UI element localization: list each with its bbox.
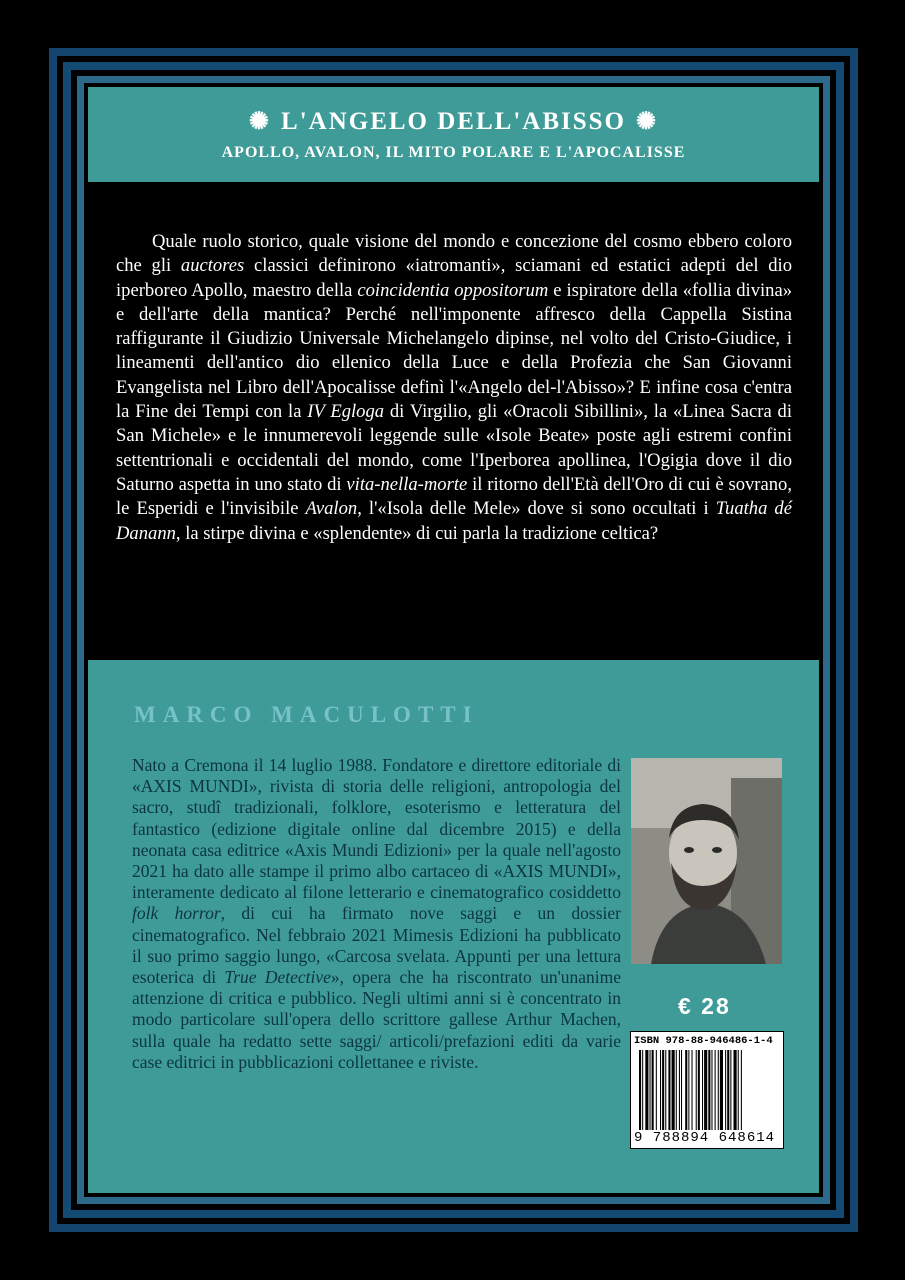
blurb-segment: Quale ruolo storico, quale visione del mondo e concezione del cosmo ebbero coloro che gli [116, 231, 792, 277]
author-name: MARCO MACULOTTI [134, 702, 479, 727]
barcode-bar [652, 1050, 654, 1130]
barcode-bar [704, 1050, 707, 1130]
barcode-bar [730, 1050, 731, 1130]
book-subtitle: APOLLO, AVALON, IL MITO POLARE E L'APOCALISSE [221, 144, 686, 161]
blurb-segment: Avalon [305, 498, 358, 520]
blurb-segment: coincidentia oppositorum [357, 279, 549, 301]
blurb-segment: , l'«Isola delle Mele» dove si sono occultati i [357, 498, 716, 520]
author-portrait-image [631, 758, 782, 964]
isbn-barcode [630, 1031, 784, 1149]
sun-ornament-icon: ✺ [635, 109, 659, 135]
barcode-bar [698, 1050, 700, 1130]
blurb-segment: di Virgilio, gli «Oracoli Sibillini», la «Linea Sacra di San Michele» e le innumerevoli leggende sulle «Isole Beate» poste agli estremi confini settentrionali e occidentali del mondo, come l'Iperborea apollinea, l'Ogigia dove il dio Saturno aspetta in uno stato di [116, 401, 792, 495]
blurb-segment: e ispiratore della «follia divina» e dell'arte della mantica? Perché nell'imponente affresco della Cappella Sistina raffigurante il Giudizio Universale Michelangelo dipinse, nel volto del Cristo-Giudice, i lineamenti dell'antico dio ellenico della Luce e della Profezia che San Giovanni Evangelista nel Libro dell'Apocalisse definì l'«Angelo del-l'Abisso»? E infine cosa c'entra la Fine dei Tempi con la [116, 279, 792, 423]
barcode-bar [639, 1050, 641, 1130]
blurb-segment: IV Egloga [307, 401, 385, 423]
sun-ornament-icon: ✺ [248, 109, 272, 135]
bio-segment: », opera che ha riscontrato un'unanime attenzione di critica e pubblico. Negli ultimi anni si è concentrato in modo particolare sull'opera dello scrittore gallese Arthur Machen, sulla quale ha redatto sette saggi/ articoli/prefazioni editi da varie case editrici in pubblicazioni collettanee e riviste. [132, 967, 621, 1072]
barcode-bar [685, 1050, 687, 1130]
title-header [88, 87, 819, 182]
barcode-bar [665, 1050, 666, 1130]
book-title-text: L'ANGELO DELL'ABISSO [281, 108, 626, 135]
bio-segment: folk horror [132, 903, 221, 924]
blurb-segment: , la stirpe divina e «splendente» di cui parla la tradizione celtica? [175, 522, 659, 544]
barcode-bar [715, 1050, 716, 1130]
blurb-segment: Tuatha dé Danann [116, 498, 792, 544]
book-title [88, 107, 819, 136]
blurb-box [88, 182, 819, 660]
barcode-bar [702, 1050, 703, 1130]
blurb-segment: classici definirono «iatromanti», sciamani ed estatici adepti del dio iperboreo Apollo, maestro della [116, 255, 792, 301]
barcode-bar [656, 1050, 657, 1130]
blurb-text [116, 230, 792, 546]
barcode-bar [718, 1050, 719, 1130]
price-label: € 28 [678, 993, 731, 1019]
back-cover-panel [88, 87, 819, 1193]
barcode-bars [637, 1050, 777, 1130]
barcode-bar [662, 1050, 664, 1130]
barcode-bar [692, 1050, 693, 1130]
barcode-bar [672, 1050, 675, 1130]
bio-segment: Nato a Cremona il 14 luglio 1988. Fondatore e direttore editoriale di «AXIS MUNDI», rivista di storia delle religioni, antropologia del sacro, studî tradizionali, folklore, esoterismo e letteratura del fantastico (edizione digitale online dal dicembre 2015) e della neonata casa editrice «Axis Mundi Edizioni» per la quale nell'agosto 2021 ha dato alle stampe il primo albo cartaceo di «AXIS MUNDI», interamente dedicato al filone letterario e cinematografico cosiddetto [132, 755, 621, 903]
blurb-segment: vita-nella-morte [346, 473, 468, 495]
barcode-digits: 9 788894 648614 [634, 1130, 776, 1146]
barcode-bar [660, 1050, 661, 1130]
barcode-bar [741, 1050, 742, 1130]
barcode-bar [642, 1050, 643, 1130]
barcode-bar [688, 1050, 689, 1130]
barcode-bar [738, 1050, 739, 1130]
barcode-bar [679, 1050, 680, 1130]
barcode-bar [708, 1050, 710, 1130]
barcode-bar [720, 1050, 723, 1130]
barcode-bar [696, 1050, 697, 1130]
barcode-bar [727, 1050, 729, 1130]
bio-segment: , di cui ha firmato nove saggi e un dossier cinematografico. Nel febbraio 2021 Mimesis Edizioni ha pubblicato il suo primo saggio lungo, «Carcosa svelata. Appunti per una lettura esoterica di [132, 903, 621, 988]
barcode-bar [676, 1050, 677, 1130]
barcode-bar [668, 1050, 670, 1130]
barcode-bar [650, 1050, 651, 1130]
author-photo [631, 758, 782, 964]
isbn-label: ISBN 978-88-946486-1-4 [634, 1035, 773, 1047]
barcode-bar [725, 1050, 726, 1130]
author-bio [132, 755, 621, 1073]
barcode-bar [645, 1050, 648, 1130]
barcode-bar [711, 1050, 712, 1130]
bio-segment: True Detective [224, 967, 331, 988]
blurb-segment: auctores [180, 255, 245, 277]
blurb-segment: il ritorno dell'Età dell'Oro di cui è sovrano, le Esperidi e l'invisibile [116, 473, 792, 520]
barcode-bar [734, 1050, 737, 1130]
barcode-bar [681, 1050, 682, 1130]
